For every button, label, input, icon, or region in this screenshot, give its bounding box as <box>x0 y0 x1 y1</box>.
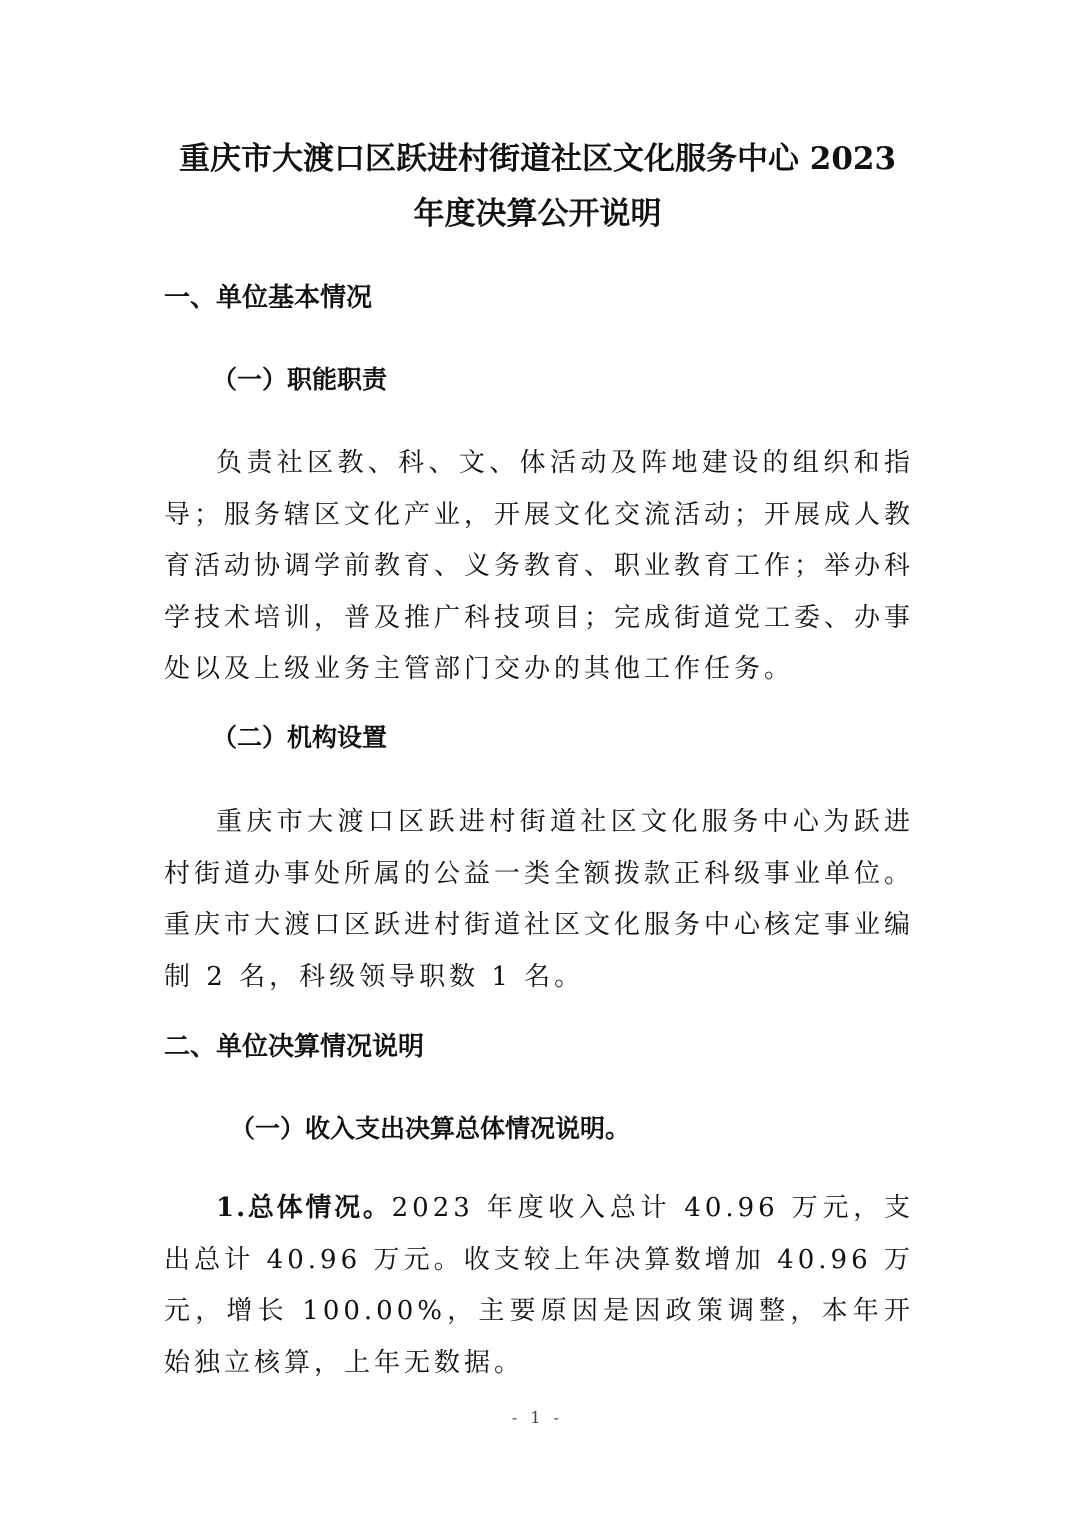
paragraph-overall-body: 2023 年度收入总计 40.96 万元，支出总计 40.96 万元。收支较上年决算数增加 40.96 万元，增长 100.00%，主要原因是因政策调整，本年开始独立核算，上年无数据。 <box>164 1193 914 1378</box>
subsection-heading-income-expense: （一）收入支出决算总体情况说明。 <box>230 1114 631 1143</box>
paragraph-organization: 重庆市大渡口区跃进村街道社区文化服务中心为跃进村街道办事处所属的公益一类全额拨款正科级事业单位。重庆市大渡口区跃进村街道社区文化服务中心核定事业编制 2 名，科级领导职数 1 名。 <box>164 807 915 992</box>
subsection-heading-functions: （一）职能职责 <box>212 365 388 394</box>
paragraph-overall-situation <box>164 1183 914 1389</box>
paragraph-functions: 负责社区教、科、文、体活动及阵地建设的组织和指导；服务辖区文化产业，开展文化交流活动；开展成人教育活动协调学前教育、义务教育、职业教育工作；举办科学技术培训，普及推广科技项目；完成街道党工委、办事处以及上级业务主管部门交办的其他工作任务。 <box>164 448 915 684</box>
page-number: - 1 - <box>511 1408 564 1427</box>
document-title-line-2: 年度决算公开说明 <box>413 196 662 232</box>
document-title-line-1: 重庆市大渡口区跃进村街道社区文化服务中心 2023 <box>178 141 897 177</box>
subsection-heading-organization: （二）机构设置 <box>212 723 388 752</box>
section-heading-final-accounts: 二、单位决算情况说明 <box>164 1032 425 1062</box>
section-heading-basic-info: 一、单位基本情况 <box>164 283 373 313</box>
paragraph-lead: 1.总体情况。 <box>216 1193 392 1223</box>
